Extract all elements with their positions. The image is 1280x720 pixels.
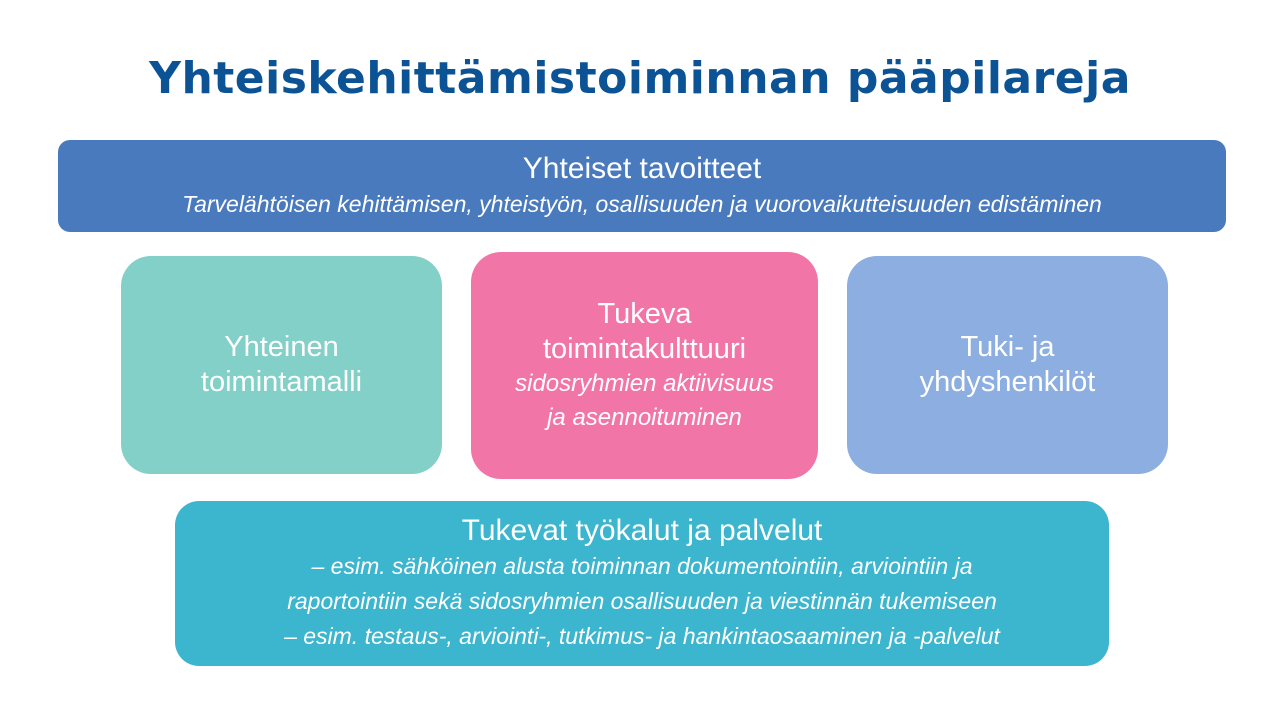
page-title: Yhteiskehittämistoiminnan pääpilareja: [149, 53, 1131, 104]
common-operating-model-heading-line: Yhteinen: [224, 331, 339, 363]
shared-goals-box: [58, 140, 1226, 232]
tools-and-services-box: [175, 501, 1109, 666]
support-contacts-heading-line: yhdyshenkilöt: [919, 366, 1096, 398]
common-operating-model-box: [121, 256, 442, 474]
support-contacts-heading-line: Tuki- ja: [960, 331, 1055, 363]
common-operating-model-heading-line: toimintamalli: [200, 366, 363, 398]
supportive-culture-subtitle-line: sidosryhmien aktiivisuus: [515, 369, 774, 397]
tools-and-services-line: – esim. sähköinen alusta toiminnan dokumentointiin, arviointiin ja: [311, 553, 973, 579]
supportive-culture-subtitle-line: ja asennoituminen: [547, 403, 742, 431]
tools-and-services-line: raportointiin sekä sidosryhmien osallisuuden ja viestinnän tukemiseen: [287, 588, 997, 614]
tools-and-services-heading: Tukevat työkalut ja palvelut: [461, 514, 823, 547]
supportive-culture-heading-line: toimintakulttuuri: [542, 332, 747, 365]
shared-goals-subtitle: Tarvelähtöisen kehittämisen, yhteistyön, osallisuuden ja vuorovaikutteisuuden edistäminen: [182, 191, 1102, 217]
shared-goals-heading: Yhteiset tavoitteet: [522, 152, 762, 185]
supportive-culture-heading-line: Tukeva: [597, 297, 692, 330]
supportive-culture-box: [471, 252, 818, 479]
tools-and-services-line: – esim. testaus-, arviointi-, tutkimus- ja hankintaosaaminen ja -palvelut: [284, 623, 1000, 649]
support-contacts-box: [847, 256, 1168, 474]
